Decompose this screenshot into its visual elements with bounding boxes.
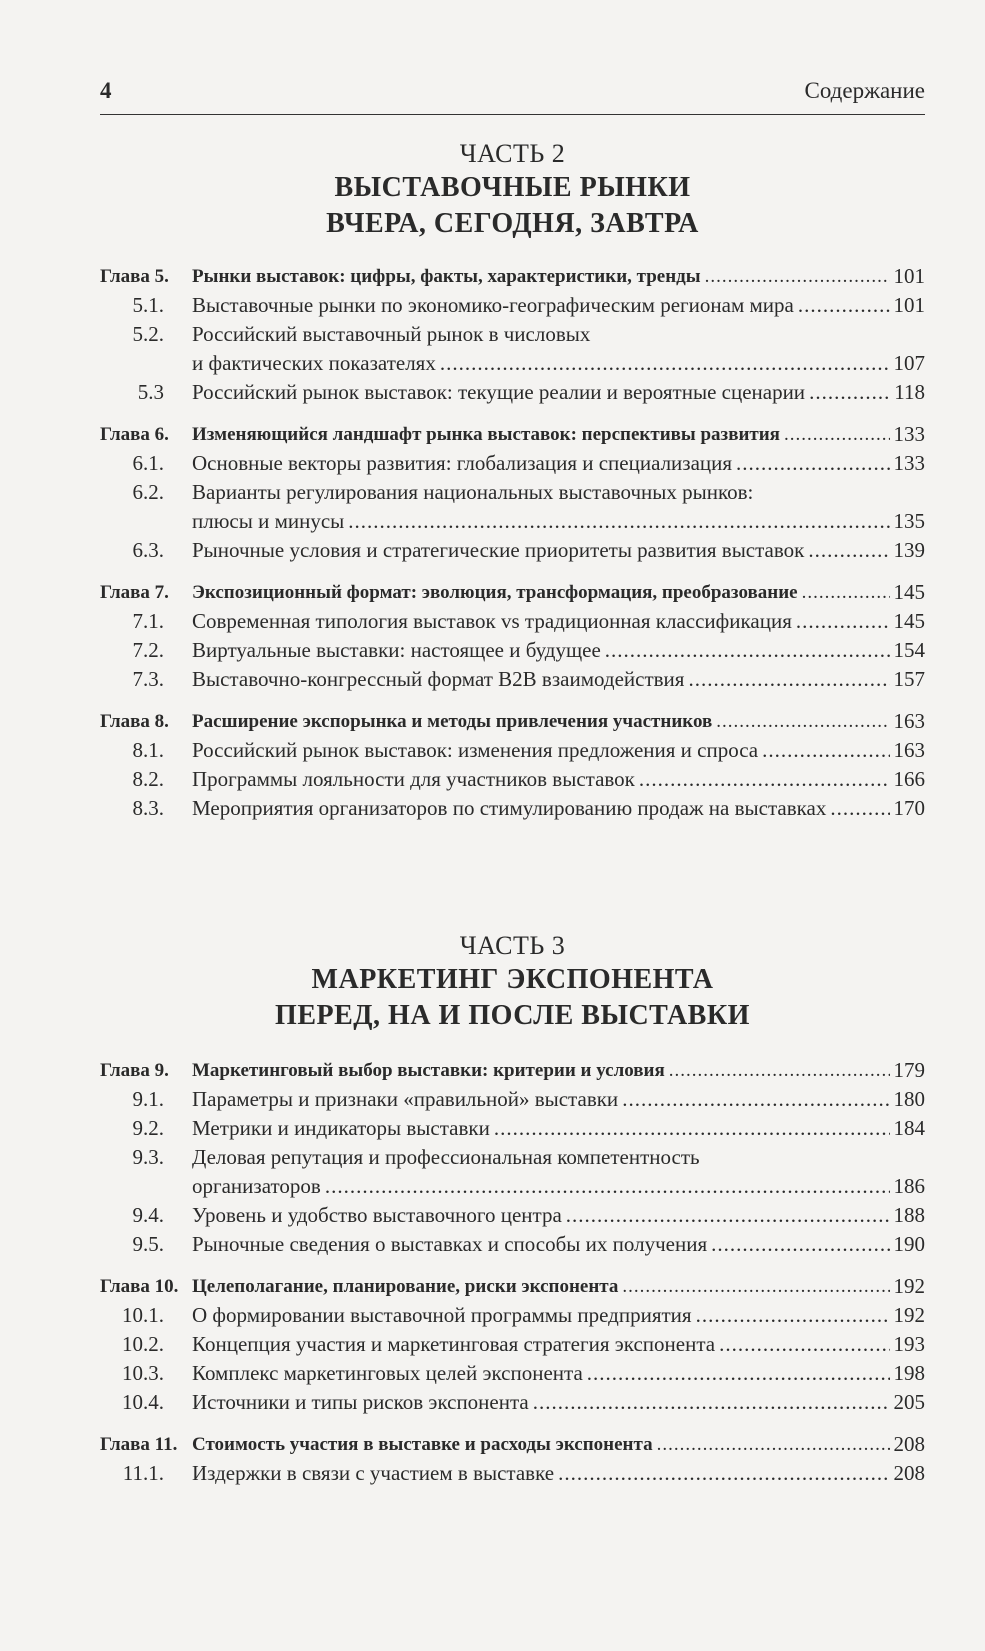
- toc-section-entry[interactable]: [100, 736, 925, 765]
- section-number: 7.1.: [132, 609, 164, 633]
- page-ref: 193: [893, 1332, 925, 1356]
- section-title: Программы лояльности для участников выставок: [192, 767, 635, 791]
- section-title: Виртуальные выставки: настоящее и будущее: [192, 638, 601, 662]
- leader-dots: [711, 1230, 889, 1259]
- page-ref: 101: [893, 264, 925, 288]
- toc-section-entry[interactable]: [100, 320, 925, 378]
- leader-dots: [639, 765, 890, 794]
- section-title: Концепция участия и маркетинговая стратегия экспонента: [192, 1332, 716, 1356]
- section-number: 10.1.: [122, 1303, 164, 1327]
- chapter-title: Целеполагание, планирование, риски экспонента: [192, 1276, 619, 1297]
- toc-section-entry[interactable]: [100, 449, 925, 478]
- part-title-line: ВЫСТАВОЧНЫЕ РЫНКИ: [334, 172, 691, 203]
- section-number: 10.4.: [122, 1390, 164, 1414]
- chapter-title: Стоимость участия в выставке и расходы экспонента: [192, 1434, 653, 1455]
- toc-section-entry[interactable]: [100, 1114, 925, 1143]
- chapter-title: Экспозиционный формат: эволюция, трансформация, преобразование: [192, 582, 798, 603]
- leader-dots: [587, 1359, 890, 1388]
- chapter-label: Глава 7.: [100, 582, 169, 603]
- chapter-title: Маркетинговый выбор выставки: критерии и условия: [192, 1060, 665, 1081]
- section-title: Выставочно-конгрессный формат B2B взаимодействия: [192, 667, 685, 691]
- page-ref: 135: [893, 509, 925, 533]
- page-ref: 145: [893, 609, 925, 633]
- section-number: 9.1.: [132, 1087, 164, 1111]
- leader-dots: [802, 578, 890, 607]
- leader-dots: [605, 636, 890, 665]
- toc-section-entry[interactable]: [100, 478, 925, 536]
- section-number: 9.5.: [132, 1232, 164, 1256]
- section-number: 5.1.: [132, 293, 164, 317]
- chapter-title: Рынки выставок: цифры, факты, характеристики, тренды: [192, 266, 701, 287]
- leader-dots: [657, 1430, 890, 1459]
- leader-dots: [558, 1459, 889, 1488]
- section-number: 9.4.: [132, 1203, 164, 1227]
- leader-dots: [348, 507, 889, 536]
- toc-chapter-entry[interactable]: [100, 262, 925, 291]
- page-ref: 198: [893, 1361, 925, 1385]
- section-number: 7.3.: [132, 667, 164, 691]
- leader-dots: [688, 665, 889, 694]
- section-title: Деловая репутация и профессиональная компетентность: [192, 1145, 700, 1169]
- toc-chapter-entry[interactable]: [100, 1056, 925, 1085]
- section-number: 8.1.: [132, 738, 164, 762]
- section-title: Рыночные условия и стратегические приоритеты развития выставок: [192, 538, 805, 562]
- toc-section-entry[interactable]: [100, 636, 925, 665]
- toc-section-entry[interactable]: [100, 607, 925, 636]
- leader-dots: [622, 1272, 889, 1301]
- toc-section-entry[interactable]: [100, 665, 925, 694]
- toc-section-entry[interactable]: [100, 765, 925, 794]
- section-number: 9.3.: [132, 1145, 164, 1169]
- page-ref: 205: [893, 1390, 925, 1414]
- toc-section-entry[interactable]: [100, 1359, 925, 1388]
- toc-chapter-entry[interactable]: [100, 707, 925, 736]
- page-ref: 188: [893, 1203, 925, 1227]
- leader-dots: [440, 349, 890, 378]
- page-ref: 192: [893, 1274, 925, 1298]
- leader-dots: [736, 449, 889, 478]
- section-number: 10.3.: [122, 1361, 164, 1385]
- toc-part-3: [100, 1056, 925, 1488]
- chapter-label: Глава 8.: [100, 711, 169, 732]
- section-number: 6.2.: [132, 480, 164, 504]
- leader-dots: [669, 1056, 890, 1085]
- page-ref: 166: [893, 767, 925, 791]
- toc-section-entry[interactable]: [100, 1459, 925, 1488]
- toc-section-entry[interactable]: [100, 1330, 925, 1359]
- section-number: 8.3.: [132, 796, 164, 820]
- toc-section-entry[interactable]: [100, 1085, 925, 1114]
- section-title: Российский рынок выставок: текущие реалии и вероятные сценарии: [192, 380, 806, 404]
- chapter-title: Изменяющийся ландшафт рынка выставок: перспективы развития: [192, 424, 780, 445]
- leader-dots: [719, 1330, 889, 1359]
- section-number: 8.2.: [132, 767, 164, 791]
- page-ref: 118: [894, 380, 925, 404]
- toc-chapter-entry[interactable]: [100, 578, 925, 607]
- section-title: Российский выставочный рынок в числовых: [192, 322, 591, 346]
- leader-dots: [533, 1388, 890, 1417]
- section-number: 9.2.: [132, 1116, 164, 1140]
- leader-dots: [716, 707, 889, 736]
- section-title: Российский рынок выставок: изменения предложения и спроса: [192, 738, 759, 762]
- page-ref: 145: [893, 580, 925, 604]
- section-number: 7.2.: [132, 638, 164, 662]
- page-number: 4: [100, 78, 112, 103]
- toc-chapter-entry[interactable]: [100, 1272, 925, 1301]
- section-title: Метрики и индикаторы выставки: [192, 1116, 490, 1140]
- page-ref: 192: [893, 1303, 925, 1327]
- page-ref: 184: [893, 1116, 925, 1140]
- section-title: Параметры и признаки «правильной» выставки: [192, 1087, 619, 1111]
- toc-section-entry[interactable]: [100, 1143, 925, 1201]
- part-title-line: ПЕРЕД, НА И ПОСЛЕ ВЫСТАВКИ: [275, 1000, 750, 1031]
- part-title-line: ВЧЕРА, СЕГОДНЯ, ЗАВТРА: [326, 208, 699, 239]
- part-3-heading: [100, 930, 925, 1034]
- section-number: 6.3.: [132, 538, 164, 562]
- page-ref: 190: [893, 1232, 925, 1256]
- chapter-label: Глава 9.: [100, 1060, 169, 1081]
- leader-dots: [705, 262, 890, 291]
- leader-dots: [809, 378, 890, 407]
- leader-dots: [325, 1172, 890, 1201]
- chapter-label: Глава 6.: [100, 424, 169, 445]
- leader-dots: [784, 420, 890, 449]
- toc-chapter-entry[interactable]: [100, 1430, 925, 1459]
- page-ref: 170: [893, 796, 925, 820]
- leader-dots: [796, 607, 890, 636]
- section-number: 5.3: [137, 380, 164, 404]
- toc-section-entry[interactable]: [100, 1230, 925, 1259]
- section-number: 6.1.: [132, 451, 164, 475]
- section-title: О формировании выставочной программы предприятия: [192, 1303, 692, 1327]
- toc-section-entry[interactable]: [100, 378, 925, 407]
- page-ref: 133: [893, 451, 925, 475]
- page-ref: 157: [893, 667, 925, 691]
- section-title: Рыночные сведения о выставках и способы их получения: [192, 1232, 708, 1256]
- section-title: Варианты регулирования национальных выставочных рынков:: [192, 480, 754, 504]
- page-ref: 179: [893, 1058, 925, 1082]
- page-ref: 186: [893, 1174, 925, 1198]
- chapter-label: Глава 5.: [100, 266, 169, 287]
- toc-part-2: [100, 262, 925, 823]
- leader-dots: [566, 1201, 890, 1230]
- section-title-cont: плюсы и минусы: [192, 509, 345, 533]
- page-ref: 163: [893, 709, 925, 733]
- leader-dots: [808, 536, 889, 565]
- page-ref: 101: [893, 293, 925, 317]
- section-title: Комплекс маркетинговых целей экспонента: [192, 1361, 583, 1385]
- running-header: [100, 76, 925, 115]
- leader-dots: [494, 1114, 890, 1143]
- page-ref: 208: [893, 1432, 925, 1456]
- page-ref: 163: [893, 738, 925, 762]
- leader-dots: [762, 736, 889, 765]
- toc-section-entry[interactable]: [100, 794, 925, 823]
- chapter-label: Глава 10.: [100, 1276, 179, 1297]
- chapter-title: Расширение экспорынка и методы привлечения участников: [192, 711, 713, 732]
- section-title: Мероприятия организаторов по стимулированию продаж на выставках: [192, 796, 827, 820]
- section-title: Современная типология выставок vs традиционная классификация: [192, 609, 792, 633]
- page-ref: 180: [893, 1087, 925, 1111]
- page-ref: 133: [893, 422, 925, 446]
- section-title-cont: организаторов: [192, 1174, 321, 1198]
- section-title: Уровень и удобство выставочного центра: [192, 1203, 562, 1227]
- toc-section-entry[interactable]: [100, 1201, 925, 1230]
- part-number: ЧАСТЬ 2: [459, 139, 566, 168]
- toc-section-entry[interactable]: [100, 536, 925, 565]
- page-ref: 154: [893, 638, 925, 662]
- section-number: 10.2.: [122, 1332, 164, 1356]
- section-title-cont: и фактических показателях: [192, 351, 436, 375]
- section-title: Содержание: [804, 78, 925, 103]
- part-2-heading: [100, 138, 925, 242]
- section-title: Выставочные рынки по экономико-географическим регионам мира: [192, 293, 794, 317]
- section-number: 5.2.: [132, 322, 164, 346]
- leader-dots: [830, 794, 889, 823]
- part-title-line: МАРКЕТИНГ ЭКСПОНЕНТА: [311, 964, 714, 995]
- leader-dots: [696, 1301, 890, 1330]
- chapter-label: Глава 11.: [100, 1434, 178, 1455]
- toc-section-entry[interactable]: [100, 1301, 925, 1330]
- toc-section-entry[interactable]: [100, 1388, 925, 1417]
- leader-dots: [798, 291, 890, 320]
- section-title: Источники и типы рисков экспонента: [192, 1390, 529, 1414]
- page-ref: 139: [893, 538, 925, 562]
- part-number: ЧАСТЬ 3: [459, 931, 566, 960]
- page-ref: 208: [893, 1461, 925, 1485]
- page-ref: 107: [893, 351, 925, 375]
- leader-dots: [622, 1085, 889, 1114]
- section-number: 11.1.: [122, 1461, 164, 1485]
- section-title: Основные векторы развития: глобализация и специализация: [192, 451, 733, 475]
- toc-chapter-entry[interactable]: [100, 420, 925, 449]
- section-title: Издержки в связи с участием в выставке: [192, 1461, 555, 1485]
- toc-section-entry[interactable]: [100, 291, 925, 320]
